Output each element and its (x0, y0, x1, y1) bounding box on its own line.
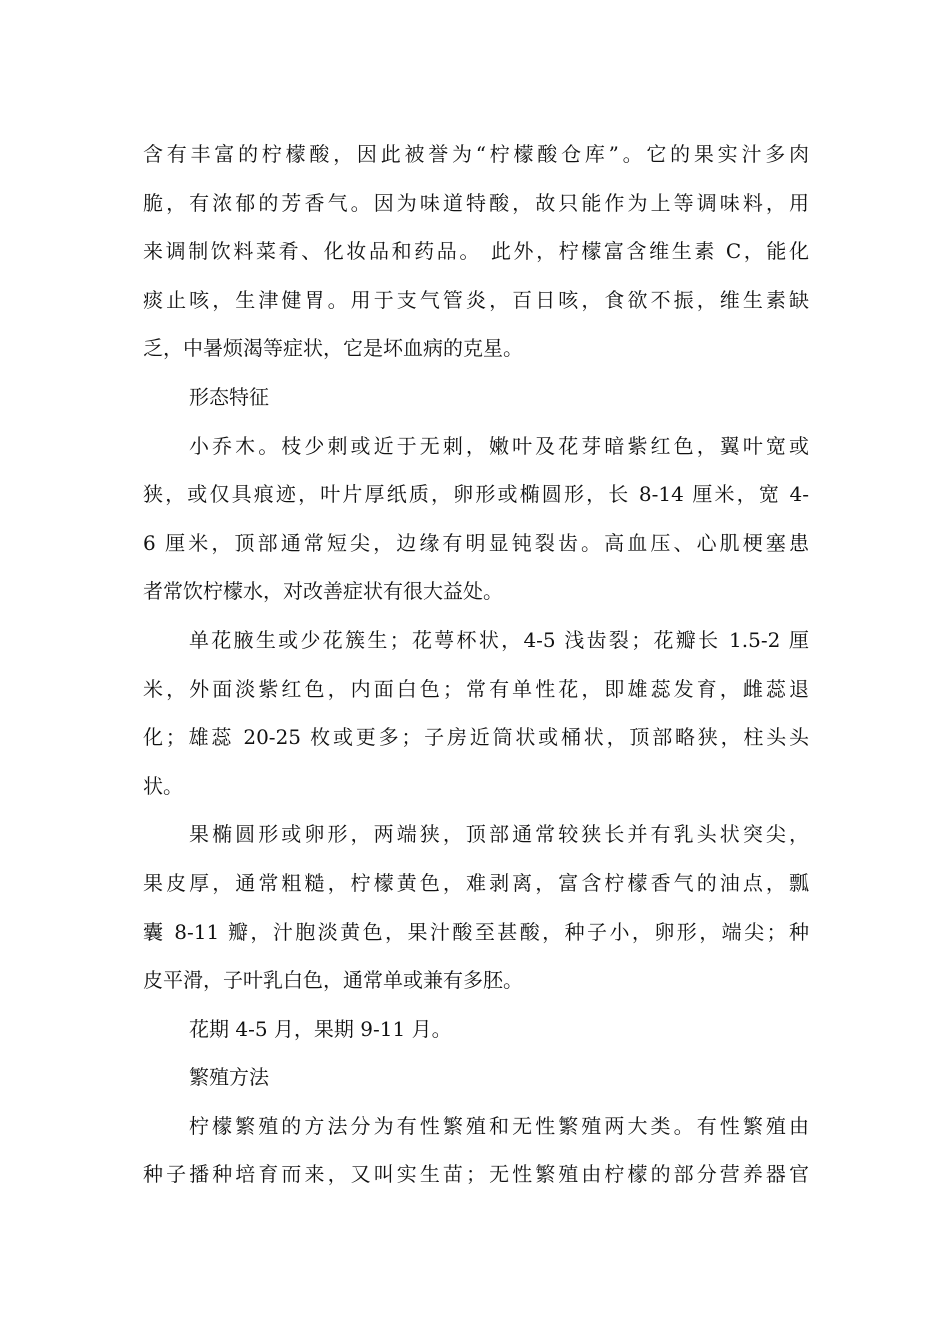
text-line: 6 厘米，顶部通常短尖，边缘有明显钝裂齿。高血压、心肌梗塞患 (143, 530, 809, 555)
text-line: 果椭圆形或卵形，两端狭，顶部通常较狭长并有乳头状突尖， (189, 822, 809, 847)
text-line: 含有丰富的柠檬酸，因此被誉为“柠檬酸仓库”。它的果实汁多肉 (143, 142, 809, 166)
text-line: 痰止咳，生津健胃。用于支气管炎，百日咳，食欲不振，维生素缺 (143, 287, 809, 312)
text-line: 乏，中暑烦渴等症状，它是坏血病的克星。 (143, 336, 523, 361)
document-body (143, 130, 809, 1199)
text-line: 脆，有浓郁的芳香气。因为味道特酸，故只能作为上等调味料，用 (143, 190, 809, 215)
text-line: 柠檬繁殖的方法分为有性繁殖和无性繁殖两大类。有性繁殖由 (189, 1113, 809, 1138)
text-line: 来调制饮料菜肴、化妆品和药品。 此外，柠檬富含维生素 C，能化 (143, 239, 809, 264)
text-line: 小乔木。枝少刺或近于无刺，嫩叶及花芽暗紫红色，翼叶宽或 (189, 433, 809, 458)
text-line: 状。 (143, 773, 183, 798)
text-line: 果皮厚，通常粗糙，柠檬黄色，难剥离，富含柠檬香气的油点，瓢 (143, 870, 809, 895)
text-line: 种子播种培育而来，又叫实生苗；无性繁殖由柠檬的部分营养器官 (143, 1162, 809, 1187)
text-line: 化；雄蕊 20-25 枚或更多；子房近筒状或桶状，顶部略狭，柱头头 (143, 725, 809, 750)
section-heading: 繁殖方法 (189, 1065, 269, 1090)
text-line: 囊 8-11 瓣，汁胞淡黄色，果汁酸至甚酸，种子小，卵形，端尖；种 (143, 919, 809, 944)
text-line: 者常饮柠檬水，对改善症状有很大益处。 (143, 579, 503, 604)
text-line: 狭，或仅具痕迹，叶片厚纸质，卵形或椭圆形，长 8-14 厘米，宽 4- (143, 482, 809, 507)
text-line: 花期 4-5 月，果期 9-11 月。 (189, 1016, 452, 1041)
section-heading: 形态特征 (189, 384, 269, 409)
text-line: 米，外面淡紫红色，内面白色；常有单性花，即雄蕊发育，雌蕊退 (143, 676, 809, 701)
text-line: 单花腋生或少花簇生；花萼杯状，4-5 浅齿裂；花瓣长 1.5-2 厘 (189, 627, 809, 652)
text-line: 皮平滑，子叶乳白色，通常单或兼有多胚。 (143, 968, 523, 993)
